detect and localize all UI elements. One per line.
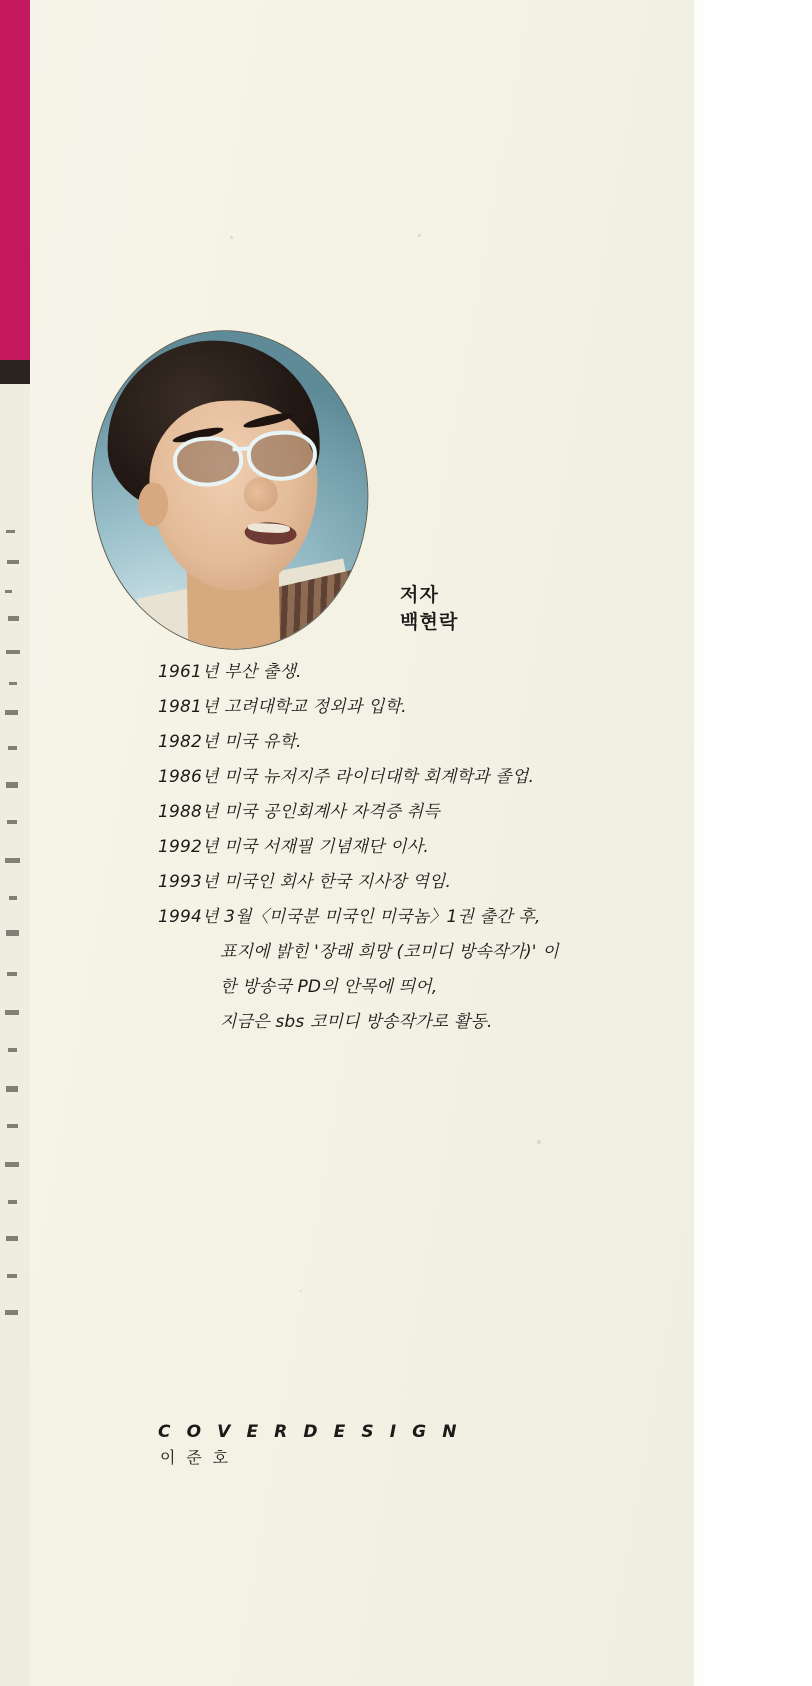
author-label: 저자	[400, 584, 439, 606]
bio-line: 표지에 밝힌 '장래 희망 (코미디 방속작가)' 이	[220, 942, 559, 962]
spine-texture-marks	[2, 520, 28, 1340]
bio-line: 1961년 부산 출생.	[158, 662, 302, 682]
bio-line: 1992년 미국 서재필 기념재단 이사.	[158, 837, 429, 857]
spine-dark-band	[0, 360, 30, 384]
scan-right-white	[704, 0, 812, 1686]
paper-speck	[230, 236, 233, 239]
bio-line: 1993년 미국인 회사 한국 지사장 역임.	[158, 872, 452, 892]
cover-design-name: 이 준 호	[160, 1448, 231, 1467]
author-name: 백현락	[400, 610, 459, 633]
bio-line: 지금은 sbs 코미디 방송작가로 활동.	[220, 1012, 493, 1032]
paper-speck	[418, 234, 421, 237]
author-photo-oval	[74, 314, 387, 665]
spine-strip	[0, 0, 30, 1686]
bio-line: 1982년 미국 유학.	[158, 732, 302, 752]
bio-line: 1988년 미국 공인회계사 자격증 취득	[158, 802, 440, 822]
paper-speck	[300, 1290, 302, 1292]
bio-line: 1981년 고려대학교 정외과 입학.	[158, 697, 407, 717]
author-caption	[400, 582, 540, 636]
bio-line: 1994년 3월〈미국분 미국인 미국놈〉1권 출간 후,	[158, 907, 541, 927]
bio-line: 1986년 미국 뉴저지주 라이더대학 회계학과 졸업.	[158, 767, 535, 787]
bio-line: 한 방송국 PD의 안목에 띄어,	[220, 977, 438, 997]
cover-design-label: C O V E R D E S I G N	[158, 1422, 462, 1442]
author-biography	[158, 655, 628, 1040]
scan-right-margin	[694, 0, 812, 1686]
author-photo	[92, 330, 368, 650]
paper-speck	[537, 1140, 541, 1144]
photo-lens-right	[246, 429, 319, 483]
cover-design-credit	[158, 1422, 462, 1468]
photo-glasses	[172, 429, 324, 483]
spine-magenta-band	[0, 0, 30, 360]
